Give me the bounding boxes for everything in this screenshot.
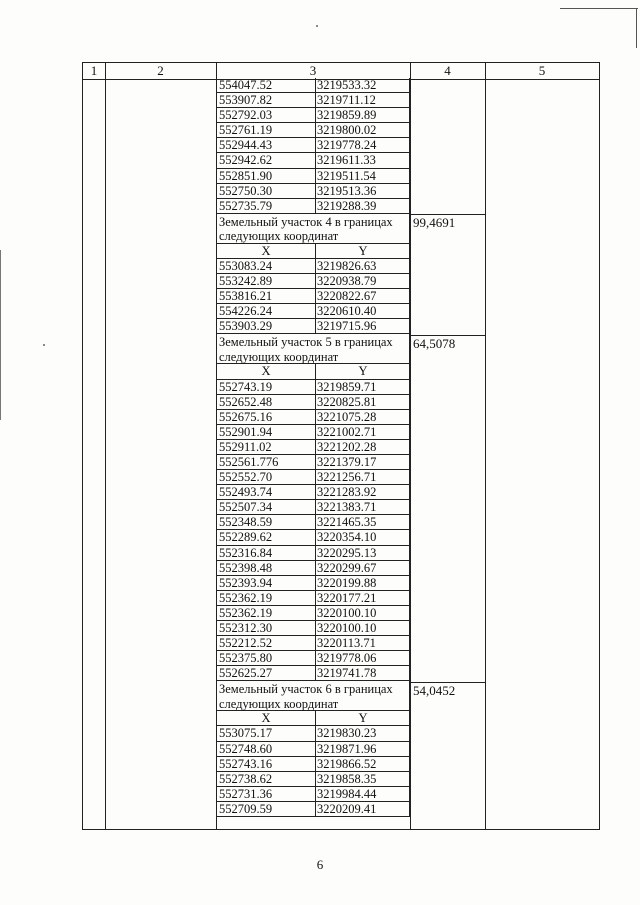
y-coordinate: 3219826.63 bbox=[317, 258, 377, 273]
coordinate-row bbox=[216, 184, 410, 199]
x-coordinate: 552398.48 bbox=[219, 560, 273, 575]
cell-divider bbox=[315, 93, 316, 107]
cell-divider bbox=[315, 184, 316, 198]
x-coordinate: 553075.17 bbox=[219, 726, 273, 741]
y-coordinate: 3219866.52 bbox=[317, 756, 377, 771]
y-coordinate: 3219800.02 bbox=[317, 123, 377, 138]
coordinate-row bbox=[216, 123, 410, 138]
y-coordinate: 3219778.24 bbox=[317, 138, 377, 153]
cell-divider bbox=[315, 410, 316, 424]
cell-divider bbox=[315, 319, 316, 333]
y-header: Y bbox=[358, 364, 368, 379]
coordinate-row bbox=[216, 802, 410, 817]
header-col-3: 3 bbox=[309, 63, 317, 78]
y-coordinate: 3219859.71 bbox=[317, 379, 377, 394]
cell-divider bbox=[315, 304, 316, 318]
x-coordinate: 552375.80 bbox=[219, 651, 273, 666]
coordinates-subtable bbox=[216, 78, 410, 817]
cell-divider bbox=[315, 651, 316, 665]
x-coordinate: 552750.30 bbox=[219, 183, 273, 198]
cell-divider bbox=[315, 169, 316, 183]
x-coordinate: 552792.03 bbox=[219, 108, 273, 123]
x-coordinate: 552316.84 bbox=[219, 545, 273, 560]
y-coordinate: 3219533.32 bbox=[317, 78, 377, 92]
x-coordinate: 552942.62 bbox=[219, 153, 273, 168]
scan-border-right bbox=[636, 8, 637, 48]
plot-title: Земельный участок 5 в границах следующих координат bbox=[216, 334, 410, 364]
y-coordinate: 3219511.54 bbox=[317, 168, 376, 183]
cell-divider bbox=[315, 440, 316, 454]
x-header: X bbox=[261, 711, 271, 726]
y-coordinate: 3221002.71 bbox=[317, 424, 377, 439]
coordinate-row bbox=[216, 274, 410, 289]
y-coordinate: 3219858.35 bbox=[317, 771, 377, 786]
cell-divider bbox=[315, 274, 316, 288]
x-coordinate: 553816.21 bbox=[219, 289, 273, 304]
y-coordinate: 3220209.41 bbox=[317, 801, 377, 816]
x-coordinate: 552735.79 bbox=[219, 198, 273, 213]
x-coordinate: 552944.43 bbox=[219, 138, 273, 153]
coordinate-row bbox=[216, 319, 410, 334]
x-coordinate: 552625.27 bbox=[219, 666, 273, 681]
x-header: X bbox=[261, 243, 271, 258]
x-coordinate: 552507.34 bbox=[219, 500, 273, 515]
cell-divider bbox=[315, 244, 316, 258]
coordinate-row bbox=[216, 138, 410, 153]
y-coordinate: 3219778.06 bbox=[317, 651, 377, 666]
x-coordinate: 552393.94 bbox=[219, 575, 273, 590]
x-coordinate: 552709.59 bbox=[219, 801, 273, 816]
y-coordinate: 3219871.96 bbox=[317, 741, 377, 756]
coordinate-row bbox=[216, 410, 410, 425]
coordinate-row bbox=[216, 726, 410, 741]
coordinate-row bbox=[216, 485, 410, 500]
cell-divider bbox=[315, 726, 316, 740]
y-coordinate: 3220299.67 bbox=[317, 560, 377, 575]
cell-divider bbox=[315, 470, 316, 484]
x-coordinate: 554047.52 bbox=[219, 78, 273, 92]
coordinate-row bbox=[216, 636, 410, 651]
coordinate-row bbox=[216, 395, 410, 410]
y-coordinate: 3219984.44 bbox=[317, 786, 377, 801]
cell-divider bbox=[315, 742, 316, 756]
header-col-2: 2 bbox=[157, 63, 164, 78]
column-divider bbox=[410, 63, 411, 829]
coordinate-row bbox=[216, 515, 410, 530]
y-coordinate: 3221256.71 bbox=[317, 470, 377, 485]
x-coordinate: 552212.52 bbox=[219, 636, 273, 651]
coordinate-row bbox=[216, 199, 410, 214]
xy-header-row bbox=[216, 244, 410, 259]
coordinate-row bbox=[216, 153, 410, 168]
cell-divider bbox=[315, 108, 316, 122]
coordinate-row bbox=[216, 787, 410, 802]
cell-divider bbox=[315, 561, 316, 575]
coordinate-row bbox=[216, 530, 410, 545]
y-header: Y bbox=[358, 711, 368, 726]
cell-divider bbox=[315, 576, 316, 590]
cell-divider bbox=[315, 78, 316, 92]
coordinate-row bbox=[216, 78, 410, 93]
x-coordinate: 552289.62 bbox=[219, 530, 273, 545]
y-coordinate: 3221383.71 bbox=[317, 500, 377, 515]
y-coordinate: 3221465.35 bbox=[317, 515, 377, 530]
x-coordinate: 553907.82 bbox=[219, 93, 273, 108]
y-coordinate: 3219741.78 bbox=[317, 666, 377, 681]
cell-divider bbox=[315, 591, 316, 605]
y-coordinate: 3221379.17 bbox=[317, 454, 377, 469]
y-coordinate: 3219711.12 bbox=[317, 93, 376, 108]
cell-divider bbox=[315, 395, 316, 409]
y-coordinate: 3220825.81 bbox=[317, 394, 377, 409]
cell-divider bbox=[315, 636, 316, 650]
x-coordinate: 552675.16 bbox=[219, 409, 273, 424]
cell-divider bbox=[315, 153, 316, 167]
header-col-4: 4 bbox=[444, 63, 451, 78]
cell-divider bbox=[315, 199, 316, 213]
coordinate-row bbox=[216, 455, 410, 470]
y-coordinate: 3220354.10 bbox=[317, 530, 377, 545]
cell-divider bbox=[315, 606, 316, 620]
coordinate-row bbox=[216, 591, 410, 606]
y-coordinate: 3219513.36 bbox=[317, 183, 377, 198]
coordinate-row bbox=[216, 470, 410, 485]
x-coordinate: 552731.36 bbox=[219, 786, 273, 801]
y-coordinate: 3220100.10 bbox=[317, 605, 377, 620]
x-coordinate: 552652.48 bbox=[219, 394, 273, 409]
cell-divider bbox=[315, 425, 316, 439]
coordinate-row bbox=[216, 742, 410, 757]
xy-header-row bbox=[216, 364, 410, 379]
x-coordinate: 552911.02 bbox=[219, 439, 272, 454]
cell-divider bbox=[315, 711, 316, 725]
x-coordinate: 552743.19 bbox=[219, 379, 273, 394]
x-header: X bbox=[261, 364, 271, 379]
x-coordinate: 552348.59 bbox=[219, 515, 273, 530]
x-coordinate: 552362.19 bbox=[219, 605, 273, 620]
scan-speck bbox=[43, 344, 45, 346]
y-coordinate: 3219715.96 bbox=[317, 319, 377, 334]
scan-left-edge bbox=[0, 250, 1, 420]
y-header: Y bbox=[358, 243, 368, 258]
y-coordinate: 3220822.67 bbox=[317, 289, 377, 304]
cell-divider bbox=[315, 123, 316, 137]
x-coordinate: 553242.89 bbox=[219, 274, 273, 289]
y-coordinate: 3219859.89 bbox=[317, 108, 377, 123]
x-coordinate: 553903.29 bbox=[219, 319, 273, 334]
coordinate-row bbox=[216, 108, 410, 123]
coordinate-row bbox=[216, 289, 410, 304]
y-coordinate: 3219830.23 bbox=[317, 726, 377, 741]
coordinate-row bbox=[216, 169, 410, 184]
coordinate-row bbox=[216, 546, 410, 561]
y-coordinate: 3220610.40 bbox=[317, 304, 377, 319]
cell-divider bbox=[315, 666, 316, 680]
coordinate-row bbox=[216, 561, 410, 576]
x-coordinate: 552561.776 bbox=[219, 454, 279, 469]
x-coordinate: 552743.16 bbox=[219, 756, 273, 771]
x-coordinate: 554226.24 bbox=[219, 304, 273, 319]
y-coordinate: 3220199.88 bbox=[317, 575, 377, 590]
cell-divider bbox=[315, 380, 316, 394]
y-coordinate: 3221075.28 bbox=[317, 409, 377, 424]
y-coordinate: 3219288.39 bbox=[317, 198, 377, 213]
coordinate-row bbox=[216, 606, 410, 621]
x-coordinate: 552312.30 bbox=[219, 621, 273, 635]
coordinate-row bbox=[216, 772, 410, 787]
y-coordinate: 3220100.10 bbox=[317, 621, 377, 635]
header-col-1: 1 bbox=[90, 63, 98, 78]
cell-divider bbox=[315, 364, 316, 378]
coordinate-row bbox=[216, 651, 410, 666]
x-coordinate: 553083.24 bbox=[219, 258, 273, 273]
coordinate-row bbox=[216, 425, 410, 440]
cell-divider bbox=[315, 787, 316, 801]
y-coordinate: 3220295.13 bbox=[317, 545, 377, 560]
cell-divider bbox=[315, 772, 316, 786]
y-coordinate: 3220113.71 bbox=[317, 636, 376, 651]
x-coordinate: 552748.60 bbox=[219, 741, 273, 756]
plot-title: Земельный участок 6 в границах следующих координат bbox=[216, 681, 410, 711]
cell-divider bbox=[315, 515, 316, 529]
coordinate-row bbox=[216, 259, 410, 274]
cell-divider bbox=[315, 621, 316, 635]
x-coordinate: 552901.94 bbox=[219, 424, 273, 439]
x-coordinate: 552738.62 bbox=[219, 771, 273, 786]
cell-divider bbox=[315, 500, 316, 514]
coordinate-row bbox=[216, 576, 410, 591]
cell-divider bbox=[315, 757, 316, 771]
header-col-5: 5 bbox=[538, 63, 546, 78]
coordinate-row bbox=[216, 500, 410, 515]
column-divider bbox=[485, 63, 486, 829]
coordinate-row bbox=[216, 440, 410, 455]
coordinate-row bbox=[216, 621, 410, 636]
x-coordinate: 552552.70 bbox=[219, 470, 273, 485]
cell-divider bbox=[315, 530, 316, 544]
xy-header-row bbox=[216, 711, 410, 726]
cell-divider bbox=[315, 289, 316, 303]
coordinate-row bbox=[216, 304, 410, 319]
coordinate-row bbox=[216, 666, 410, 681]
coordinate-row bbox=[216, 93, 410, 108]
cell-divider bbox=[315, 455, 316, 469]
page-number: 6 bbox=[316, 857, 324, 872]
plot-area-value: 64,5078 bbox=[413, 335, 456, 351]
x-coordinate: 552362.19 bbox=[219, 590, 273, 605]
x-coordinate: 552761.19 bbox=[219, 123, 273, 138]
y-coordinate: 3220177.21 bbox=[317, 590, 377, 605]
y-coordinate: 3219611.33 bbox=[317, 153, 376, 168]
y-coordinate: 3220938.79 bbox=[317, 274, 377, 289]
cell-divider bbox=[315, 802, 316, 816]
coordinate-row bbox=[216, 757, 410, 772]
x-coordinate: 552493.74 bbox=[219, 485, 273, 500]
scan-speck bbox=[316, 25, 318, 27]
plot-title: Земельный участок 4 в границах следующих координат bbox=[216, 214, 410, 244]
cell-divider bbox=[315, 138, 316, 152]
plot-area-value: 54,0452 bbox=[413, 682, 456, 698]
coordinate-row bbox=[216, 380, 410, 395]
plot-area-value: 99,4691 bbox=[413, 214, 456, 230]
cell-divider bbox=[315, 485, 316, 499]
column-divider bbox=[105, 63, 106, 829]
cell-divider bbox=[315, 259, 316, 273]
y-coordinate: 3221283.92 bbox=[317, 485, 377, 500]
scan-border-top bbox=[560, 8, 638, 9]
x-coordinate: 552851.90 bbox=[219, 168, 273, 183]
cell-divider bbox=[315, 546, 316, 560]
y-coordinate: 3221202.28 bbox=[317, 439, 377, 454]
